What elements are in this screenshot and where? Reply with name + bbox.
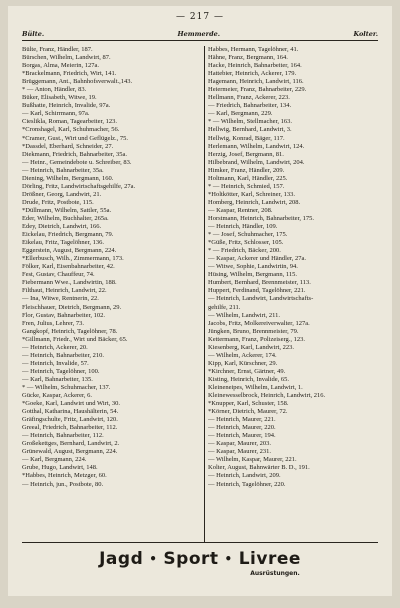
directory-entry: — Karl, Bahnarbeiter, 135. xyxy=(22,375,93,383)
directory-entry: Diekmann, Friedrich, Bahnarbeiter, 35a. xyxy=(22,150,127,158)
directory-entry: Hagemann, Heinrich, Landwirt, 116. xyxy=(208,78,304,86)
directory-entry: *Knupper, Karl, Schuster, 158. xyxy=(208,400,289,408)
header-left: Bülte. xyxy=(22,30,45,38)
directory-entry: Kipp, Karl, Kürschner, 29. xyxy=(208,359,278,367)
directory-entry: — Wilhelm, Ackerer, 174. xyxy=(208,351,277,359)
directory-entry: Herlemann, Wilhelm, Landwirt, 124. xyxy=(208,142,305,150)
directory-entry: — Heinrich, Bahnarbeiter, 112. xyxy=(22,432,104,440)
directory-entry: — Wilhelm, Kaspar, Maurer, 221. xyxy=(208,456,297,464)
directory-entry: *Goeke, Karl, Landwirt und Wirt, 30. xyxy=(22,400,120,408)
directory-entry: Fleischhauer, Dietrich, Bergmann, 29. xyxy=(22,303,122,311)
directory-entry: *Gillmann, Friedr., Wirt und Bäcker, 65. xyxy=(22,335,128,343)
directory-entry: *Körner, Dietrich, Maurer, 72. xyxy=(208,408,288,416)
directory-entry: Bußhatte, Heinrich, Invalide, 97a. xyxy=(22,102,111,110)
directory-entry: Fest, Gustav, Chauffeur, 74. xyxy=(22,271,95,279)
directory-entry: — Heinrich, Invalide, 57. xyxy=(22,359,89,367)
directory-entry: — Heinr., Gemeindebote u. Schreiber, 83. xyxy=(22,158,132,166)
directory-entry: — Heinrich, Ackerer, 20. xyxy=(22,343,88,351)
directory-entry: Eggerstein, August, Bergmann, 224. xyxy=(22,247,117,255)
directory-entry: Horstmann, Heinrich, Bahnarbeiter, 175. xyxy=(208,214,315,222)
directory-entry: * — Wilhelm, Schuhmacher, 137. xyxy=(22,383,111,391)
directory-entry: — Heinrich, Tagelöhner, 220. xyxy=(208,480,286,488)
directory-entry: — Heinrich, Maurer, 194. xyxy=(208,432,276,440)
directory-entry: *Düllmann, Wilhelm, Sattler, 55a. xyxy=(22,206,112,214)
directory-entry: Grube, Hugo, Landwirt, 148. xyxy=(22,464,98,472)
directory-entry: Kisting, Heinrich, Invalide, 65. xyxy=(208,375,290,383)
directory-entry: Kleinewesselbrock, Heinrich, Landwirt, 216. xyxy=(208,392,326,400)
directory-entry: *Cronshagel, Karl, Schuhmacher, 56. xyxy=(22,126,120,134)
directory-entry: — Heinrich, Landwirt, 209. xyxy=(208,472,281,480)
directory-entry: Himker, Franz, Händler, 209. xyxy=(208,166,285,174)
directory-entry: — Ina, Witwe, Rentnerin, 22. xyxy=(22,295,99,303)
directory-entry: Humbert, Bernhard, Brennmeister, 113. xyxy=(208,279,311,287)
directory-entry: Kleineneipes, Wilhelm, Landwirt, 1. xyxy=(208,383,303,391)
directory-columns xyxy=(22,46,378,542)
directory-entry: Eikelau, Fritz, Tagelöhner, 136. xyxy=(22,239,105,247)
directory-entry: Kolter, August, Bahnwärter B. D., 191. xyxy=(208,464,310,472)
directory-entry: Gotthal, Katharina, Haushälterin, 54. xyxy=(22,408,119,416)
directory-entry: * — Heinrich, Schmied, 157. xyxy=(208,182,285,190)
directory-entry: Heiermeier, Franz, Bahnarbeiter, 229. xyxy=(208,86,307,94)
right-column xyxy=(204,46,382,542)
directory-entry: — Wilhelm, Landwirt, 211. xyxy=(208,311,280,319)
directory-entry: Diening, Wilhelm, Bergmann, 160. xyxy=(22,174,114,182)
directory-entry: Gangkopf, Heinrich, Tagelöhner, 78. xyxy=(22,327,118,335)
directory-entry: Hacke, Heinrich, Bahnarbeiter, 164. xyxy=(208,62,302,70)
directory-page xyxy=(8,6,392,596)
directory-entry: — Heinrich, Händler, 109. xyxy=(208,223,278,231)
directory-entry: — Heinrich, Bahnarbeiter, 35a. xyxy=(22,166,104,174)
ad-word-livree: Livree xyxy=(238,549,301,569)
directory-entry: *Ellerbusch, Wilh., Zimmermann, 173. xyxy=(22,255,124,263)
directory-entry: * — Josef, Schuhmacher, 175. xyxy=(208,231,288,239)
directory-entry: Fölker, Karl, Eisenbahnarbeiter, 42. xyxy=(22,263,115,271)
directory-entry: Hattebier, Heinrich, Ackerer, 179. xyxy=(208,70,297,78)
directory-entry: — Heinrich, jun., Postbote, 80. xyxy=(22,480,104,488)
directory-entry: Gücke, Kaspar, Ackerer, 6. xyxy=(22,392,93,400)
directory-entry: — Heinrich, Maurer, 221. xyxy=(208,416,276,424)
directory-entry: Kiesenberg, Karl, Landwirt, 223. xyxy=(208,343,294,351)
directory-entry: *Holtkötter, Karl, Schreiner, 133. xyxy=(208,190,296,198)
directory-entry: Fren, Julius, Lehrer, 73. xyxy=(22,319,85,327)
directory-entry: Homberg, Heinrich, Landwirt, 208. xyxy=(208,198,301,206)
directory-entry: Eder, Wilhelm, Buchhalter, 265a. xyxy=(22,214,109,222)
directory-entry: Huppert, Ferdinand, Tagelöhner, 221. xyxy=(208,287,306,295)
directory-entry: Jüngken, Bruno, Brennmeister, 79. xyxy=(208,327,299,335)
directory-entry: — Heinrich, Maurer, 220. xyxy=(208,424,276,432)
directory-entry: — Kaspar, Maurer, 231. xyxy=(208,448,272,456)
directory-entry: Hilbebrand, Wilhelm, Landwirt, 204. xyxy=(208,158,305,166)
ad-word-jagd: Jagd xyxy=(99,549,144,569)
directory-entry: — Friedrich, Bahnarbeiter, 134. xyxy=(208,102,292,110)
directory-entry: * — Anton, Händler, 83. xyxy=(22,86,87,94)
header-center: Hemmerde. xyxy=(177,30,221,38)
advertisement-headline xyxy=(22,549,378,569)
directory-entry: — Karl, Bergmann, 229. xyxy=(208,110,273,118)
advertisement xyxy=(22,542,378,587)
directory-entry: *Brackelmann, Friedrich, Wirt, 141. xyxy=(22,70,117,78)
directory-entry: Habbes, Hermann, Tagelöhner, 41. xyxy=(208,46,299,53)
directory-entry: Dörling, Fritz, Landwirtschaftsgehilfe, 27a. xyxy=(22,182,136,190)
directory-entry: * — Wilhelm, Stellmacher, 163. xyxy=(208,118,293,126)
directory-entry: — Kaspar, Maurer, 203. xyxy=(208,440,272,448)
directory-entry: gehilfe, 211. xyxy=(208,303,241,311)
directory-entry: — Karl, Schirrmann, 97a. xyxy=(22,110,90,118)
directory-entry: — Kaspar, Ackerer und Händler, 27a. xyxy=(208,255,307,263)
directory-entry: Grünewald, August, Bergmann, 224. xyxy=(22,448,118,456)
directory-entry: Herzig, Josef, Bergmann, 81. xyxy=(208,150,284,158)
directory-entry: Brüggemann, Ant., Bahnhofsverwalt.,143. xyxy=(22,78,133,86)
ad-word-sport: Sport xyxy=(163,549,219,569)
directory-entry: Gräfingschulte, Fritz, Landwirt, 120. xyxy=(22,416,118,424)
directory-entry: Hellwig, Konrad, Bäger, 117. xyxy=(208,134,285,142)
directory-entry: Hellmann, Franz, Ackerer, 223. xyxy=(208,94,290,102)
directory-entry: — Kaspar, Rentner, 208. xyxy=(208,206,273,214)
directory-entry: — Witwe, Sophie, Landwirtin, 94. xyxy=(208,263,298,271)
advertisement-subline: Ausrüstungen. xyxy=(250,570,300,577)
directory-entry: * — Friedrich, Bäcker, 200. xyxy=(208,247,281,255)
directory-entry: Borgas, Alma, Meierin, 127a. xyxy=(22,62,99,70)
directory-entry: Eickelau, Friedrich, Bergmann, 79. xyxy=(22,231,114,239)
directory-entry: Cieslikla, Roman, Tagearbeiter, 123. xyxy=(22,118,118,126)
left-column xyxy=(22,46,200,489)
ad-separator: • xyxy=(224,552,233,566)
directory-entry: *Habbes, Heinrich, Metzger, 60. xyxy=(22,472,107,480)
directory-entry: Holtmann, Karl, Händler, 225. xyxy=(208,174,288,182)
directory-entry: Hähne, Franz, Bergmann, 164. xyxy=(208,54,288,62)
directory-entry: — Heinrich, Tagelöhner, 100. xyxy=(22,367,100,375)
running-header xyxy=(22,30,378,41)
directory-entry: *Kirchner, Ernst, Gärtner, 49. xyxy=(208,367,286,375)
page-number: — 217 — xyxy=(176,12,224,22)
directory-entry: Jacobs, Fritz, Molkereiverwalter, 127a. xyxy=(208,319,310,327)
ad-separator: • xyxy=(149,552,158,566)
directory-entry: — Karl, Bergmann, 224. xyxy=(22,456,87,464)
directory-entry: Fiebermann Wwe., Landwirtin, 188. xyxy=(22,279,117,287)
directory-entry: *Cramer, Gust., Wirt und Geflügelz., 75. xyxy=(22,134,129,142)
directory-entry: Filthaut, Heinrich, Landwirt, 22. xyxy=(22,287,107,295)
directory-entry: Edey, Dietrich, Landwirt, 166. xyxy=(22,223,102,231)
header-right: Kolter. xyxy=(353,30,378,38)
directory-entry: Bülte, Franz, Händler, 187. xyxy=(22,46,93,53)
directory-entry: *Dassdel, Eberhard, Schneider, 27. xyxy=(22,142,114,150)
directory-entry: Greeal, Friedrich, Bahnarbeiter, 112. xyxy=(22,424,118,432)
directory-entry: Drude, Fritz, Postbote, 115. xyxy=(22,198,94,206)
directory-entry: — Heinrich, Landwirt, Landwirtschafts- xyxy=(208,295,314,303)
directory-entry: Großekettges, Bernhard, Landwirt, 2. xyxy=(22,440,120,448)
directory-entry: *Güße, Fritz, Schlosser, 105. xyxy=(208,239,284,247)
directory-entry: Drößner, Georg, Landwirt, 21. xyxy=(22,190,102,198)
directory-entry: Kettermann, Franz, Polizeiserg., 123. xyxy=(208,335,305,343)
directory-entry: Büker, Elisabeth, Witwe, 19. xyxy=(22,94,97,102)
directory-entry: — Heinrich, Bahnarbeiter, 210. xyxy=(22,351,105,359)
directory-entry: Flor, Gustav, Bahnarbeiter, 102. xyxy=(22,311,105,319)
directory-entry: Hüsing, Wilhelm, Bergmann, 115. xyxy=(208,271,297,279)
directory-entry: Bürschen, Wilhelm, Landwirt, 87. xyxy=(22,54,111,62)
directory-entry: Hellwig, Bernhard, Landwirt, 3. xyxy=(208,126,292,134)
